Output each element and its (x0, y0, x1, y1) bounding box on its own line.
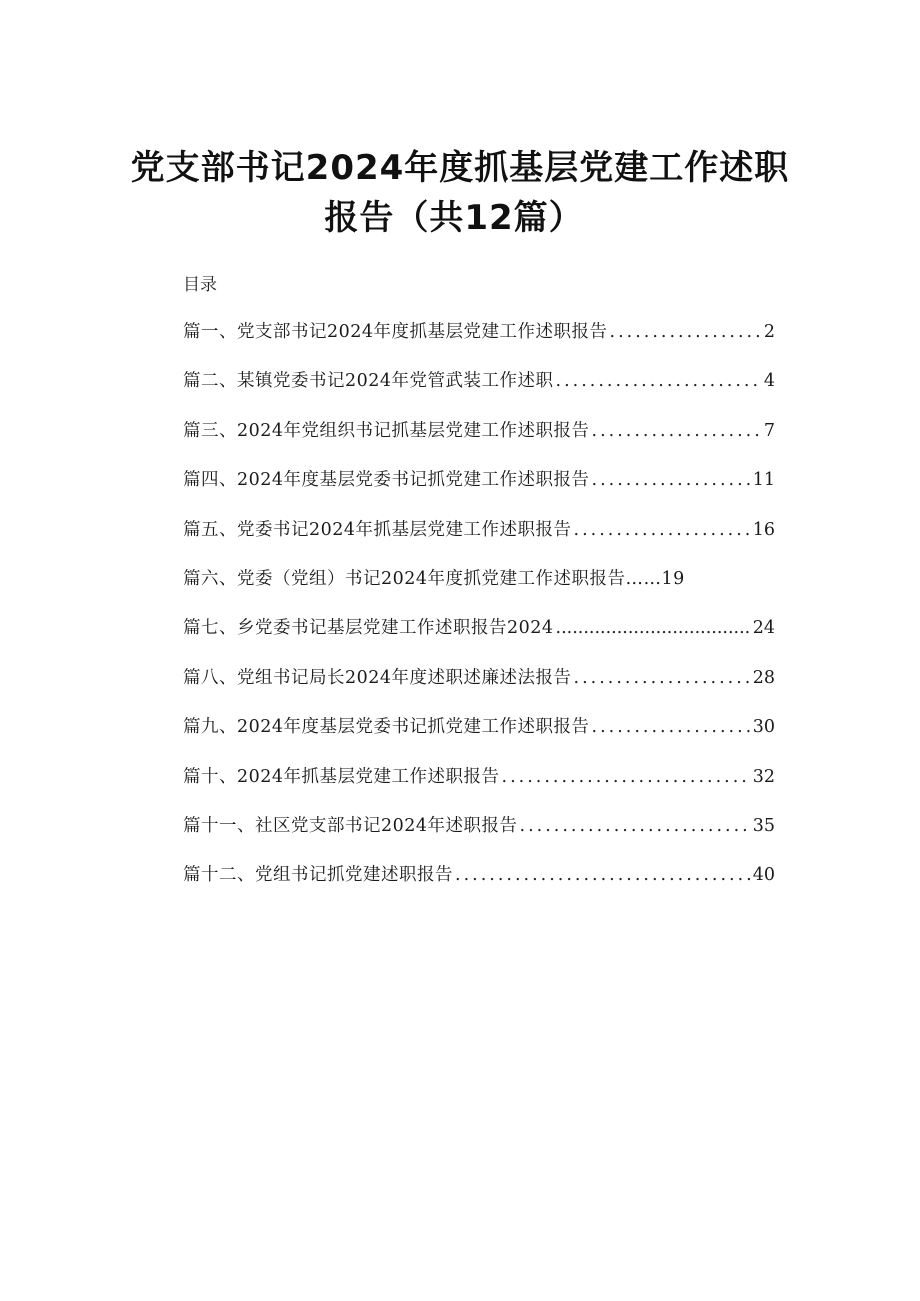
toc-entry-label: 篇七、乡党委书记基层党建工作述职报告2024 (183, 618, 554, 639)
toc-dot-leader (502, 767, 751, 787)
toc-page-number: 11 (752, 470, 775, 491)
toc-page-number: 7 (763, 420, 775, 441)
toc-entry-label: 篇八、党组书记局长2024年度述职述廉述法报告 (183, 667, 572, 688)
toc-dot-leader (574, 668, 751, 688)
document-title-line2: 报告（共12篇） (324, 198, 584, 238)
toc-page-number: 16 (752, 519, 775, 540)
toc-entry-7[interactable] (183, 614, 775, 663)
toc-entry-12[interactable] (183, 861, 775, 910)
toc-entry-5[interactable] (183, 516, 775, 565)
toc-entry-9[interactable] (183, 713, 775, 762)
toc-page-number: 40 (752, 865, 775, 886)
toc-entry-label: 篇三、2024年党组织书记抓基层党建工作述职报告 (183, 420, 590, 441)
toc-entry-11[interactable] (183, 812, 775, 861)
toc-dot-leader (556, 371, 762, 391)
toc-page-number: 2 (763, 322, 775, 342)
toc-entry-8[interactable] (183, 664, 775, 713)
toc-page-number: 35 (752, 815, 775, 836)
toc-page-number: 4 (763, 371, 775, 392)
toc-page-number: 30 (752, 717, 775, 738)
toc-entry-1[interactable] (183, 318, 775, 367)
toc-entry-10[interactable] (183, 763, 775, 812)
toc-entry-label: 篇九、2024年度基层党委书记抓党建工作述职报告 (183, 717, 590, 738)
toc-entry-label: 篇五、党委书记2024年抓基层党建工作述职报告 (183, 519, 572, 540)
toc-dot-leader (520, 816, 751, 836)
toc-entry-3[interactable] (183, 417, 775, 466)
toc-page-number: 32 (752, 766, 775, 787)
toc-entry-label: 篇十一、社区党支部书记2024年述职报告 (183, 815, 518, 836)
toc-heading: 目录 (183, 275, 217, 295)
toc-dot-leader (592, 421, 762, 441)
toc-dot-leader (574, 520, 751, 540)
toc-dot-leader (610, 322, 762, 342)
toc-entry-label: 篇十二、党组书记抓党建述职报告 (183, 865, 453, 886)
toc-entry-label: 篇六、党委（党组）书记2024年度抓党建工作述职报告……19 (183, 568, 685, 589)
toc-entry-label: 篇十、2024年抓基层党建工作述职报告 (183, 766, 500, 787)
document-title-line1: 党支部书记2024年度抓基层党建工作述职 (130, 148, 790, 188)
toc-entry-2[interactable] (183, 367, 775, 416)
toc-dot-leader (556, 618, 751, 638)
toc-page-number: 28 (752, 667, 775, 688)
toc-entry-4[interactable] (183, 466, 775, 515)
toc-dot-leader (455, 865, 751, 885)
toc-entry-label: 篇一、党支部书记2024年度抓基层党建工作述职报告 (183, 322, 608, 342)
toc-entry-6[interactable] (183, 565, 775, 614)
table-of-contents (183, 318, 775, 911)
toc-entry-label: 篇二、某镇党委书记2024年党管武装工作述职 (183, 371, 554, 392)
toc-dot-leader (592, 717, 751, 737)
toc-entry-label: 篇四、2024年度基层党委书记抓党建工作述职报告 (183, 470, 590, 491)
toc-page-number: 24 (752, 618, 775, 639)
toc-dot-leader (592, 470, 751, 490)
